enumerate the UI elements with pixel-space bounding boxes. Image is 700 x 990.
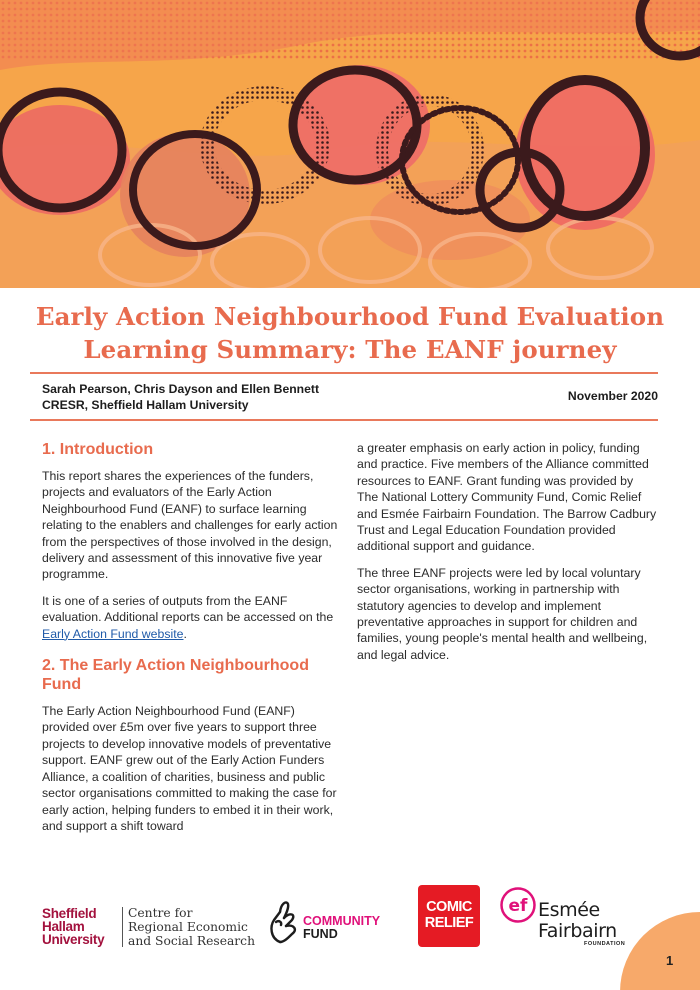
authors-names: Sarah Pearson, Chris Dayson and Ellen Bennett [42, 382, 320, 396]
intro-paragraph-1: This report shares the experiences of the funders, projects and evaluators of the Early Action Neighbourhood Fund (EANF) to surface learning relating to the enablers and challenges for early action from the perspectives of those involved in the design, delivery and assessment of this innovative five year programme. [42, 469, 338, 582]
intro-p2-end: . [183, 626, 187, 641]
crossed-fingers-icon [266, 898, 306, 944]
cresr-line-2: Regional Economic [128, 920, 248, 934]
cresr-logo [128, 906, 255, 948]
authors-institution: CRESR, Sheffield Hallam University [42, 398, 249, 412]
eanf-paragraph-2: The three EANF projects were led by local voluntary sector organisations, working in partnership with statutory agencies to develop and implement preventative approaches in support for children and families, young people's mental health and wellbeing, and legal advice. [357, 565, 648, 662]
eanf-paragraph-1-continued: a greater emphasis on early action in policy, funding and practice. Five members of the Alliance committed resources to EANF. Grant funding was provided by The National Lottery Community Fund, Comic Relief and Esmée Fairbairn Foundation. The Barrow Cadbury Trust and Legal Education Foundation provided additional support and guidance. [357, 441, 657, 554]
esmee-fairbairn-logo [538, 900, 617, 942]
authors-block [42, 381, 319, 413]
community-fund-logo [303, 915, 380, 941]
cresr-line-3: and Social Research [128, 934, 255, 948]
tnl-line-1: COMMUNITY [303, 914, 381, 928]
shu-line-2: Hallam [42, 919, 85, 934]
shu-line-1: Sheffield [42, 906, 97, 921]
cresr-line-1: Centre for [128, 906, 193, 920]
esmee-line-1: Esmée [538, 899, 600, 921]
esmee-line-2: Fairbairn [538, 920, 617, 942]
comic-relief-logo [418, 885, 480, 947]
ef-mark-text: ef [508, 896, 528, 916]
intro-paragraph-2 [42, 593, 342, 642]
top-rule [30, 372, 658, 374]
intro-heading: 1. Introduction [42, 441, 154, 458]
logo-divider [122, 907, 123, 947]
sheffield-hallam-logo [42, 907, 104, 946]
esmee-foundation-label: FOUNDATION [584, 941, 626, 947]
hero-artwork [0, 0, 700, 288]
esmee-fairbairn-mark-icon [500, 887, 536, 923]
comic-line-2: RELIEF [424, 915, 474, 931]
intro-p2-text: It is one of a series of outputs from the EANF evaluation. Additional reports can be accessed on the [42, 593, 334, 625]
publication-date: November 2020 [567, 389, 658, 403]
title-line-1: Early Action Neighbourhood Fund Evaluation [35, 302, 665, 331]
bottom-rule [30, 419, 658, 421]
early-action-fund-link[interactable]: Early Action Fund website [42, 626, 184, 641]
partner-logos [0, 880, 700, 950]
tnl-line-2: FUND [303, 927, 338, 941]
right-column [357, 440, 657, 673]
title-line-2: Learning Summary: The EANF journey [83, 335, 617, 364]
eanf-heading: 2. The Early Action Neighbourhood Fund [42, 657, 309, 694]
shu-line-3: University [42, 932, 105, 947]
page-title [0, 300, 700, 366]
page-number: 1 [666, 953, 674, 968]
hero-rings-illustration [0, 0, 700, 288]
eanf-paragraph-1: The Early Action Neighbourhood Fund (EANF) provided over £5m over five years to support three projects to develop innovative models of preventative support. EANF grew out of the Early Action Funders Alliance, a coalition of charities, business and public sector organisations committed to making the case for early action, helping funders to embed it in their work, and support a shift toward [42, 704, 337, 833]
comic-line-1: COMIC [426, 899, 472, 915]
left-column [42, 440, 342, 844]
